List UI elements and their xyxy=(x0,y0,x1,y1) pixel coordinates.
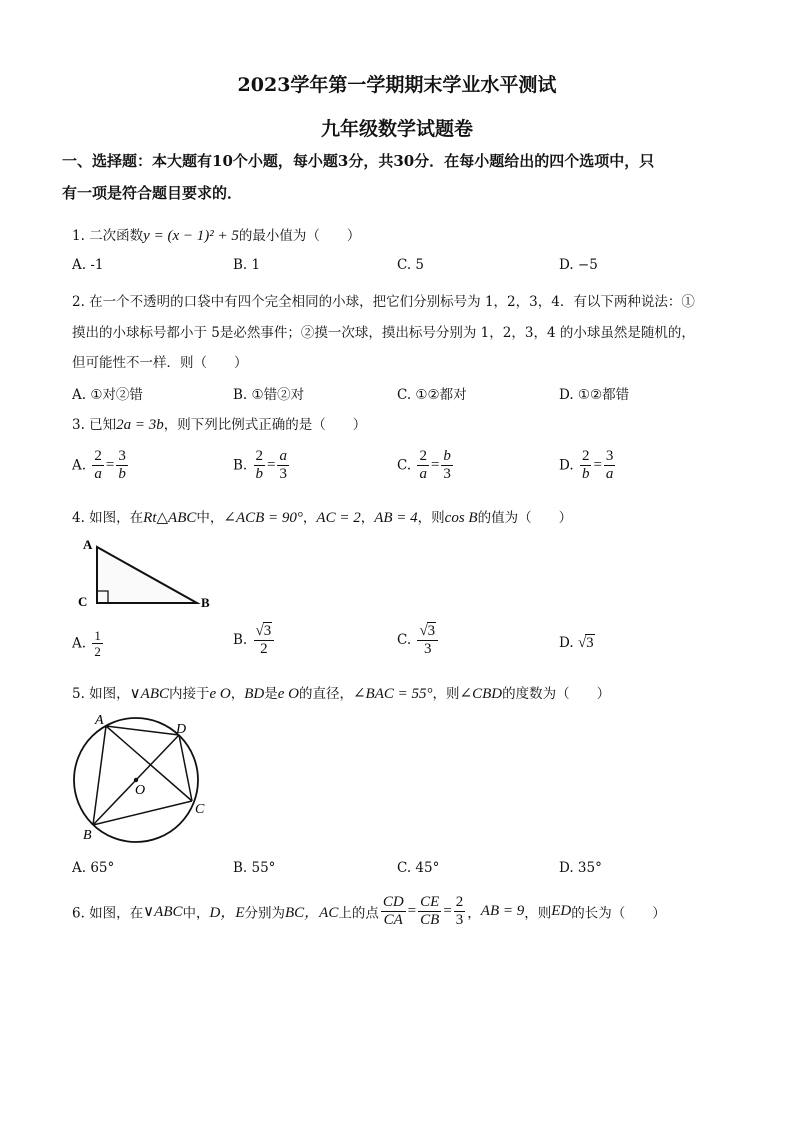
q1-suffix: 的最小值为（ ） xyxy=(238,228,361,244)
q6-text-d: 上的点 xyxy=(338,905,379,922)
q3-c-right: $\frac{b}{3}$ xyxy=(443,448,451,482)
exam-title: 2023学年第一学期期末学业水平测试 xyxy=(237,74,557,96)
q4-a-frac: $\frac{1}{2}$ xyxy=(94,628,101,659)
q4-text-a: 4. 如图，在 xyxy=(72,510,144,526)
q4-c-frac: $\frac{√3}{3}$ xyxy=(417,622,438,658)
q1-option-c: C. 5 xyxy=(397,257,425,273)
q5-text-b: 内接于 xyxy=(168,686,210,702)
q5-triangle: ∨ABC xyxy=(129,686,169,702)
q4-label-c: C xyxy=(78,594,88,609)
q3-c-label: C. xyxy=(397,457,412,474)
q6-sep: ， xyxy=(467,905,481,922)
q4-ab: AB = 4 xyxy=(374,510,418,526)
q3-b-right: $\frac{a}{3}$ xyxy=(279,448,287,482)
q2-option-c: C. ①②都对 xyxy=(397,387,467,403)
q5-segment-ab xyxy=(93,726,106,825)
q5-segment-bc xyxy=(93,801,192,825)
q4-option-b xyxy=(233,622,276,658)
q6-text-a: 6. 如图，在 xyxy=(72,905,144,922)
q3-option-b: B. $\frac{2}{b}$ = $\frac{a}{3}$ xyxy=(233,448,287,482)
q5-bd: BD xyxy=(244,686,265,702)
question-2-line3: 但可能性不一样．则（ ） xyxy=(72,355,248,371)
q4-label-b: B xyxy=(201,595,210,610)
q5-option-c: C. 45° xyxy=(397,860,440,876)
q4-option-c xyxy=(397,622,440,658)
q5-label-b: B xyxy=(83,828,92,843)
section-heading-line1: 一、选择题：本大题有10个小题，每小题3分，共30分．在每小题给出的四个选项中，只 xyxy=(62,152,655,170)
q2-option-d: D. ①②都错 xyxy=(559,387,630,403)
q3-prefix: 3. 已知 xyxy=(72,417,117,433)
q4-text-c: ，则 xyxy=(417,510,445,526)
q5-angle: ∠BAC = 55° xyxy=(352,686,433,702)
q5-text-d: 的直径， xyxy=(298,686,353,702)
q4-ac: AC = 2 xyxy=(316,510,361,526)
q3-d-left: $\frac{2}{b}$ xyxy=(581,448,590,482)
question-5 xyxy=(72,682,610,703)
q3-option-a: A. $\frac{2}{a}$ = $\frac{3}{b}$ xyxy=(72,448,126,482)
question-4 xyxy=(72,506,572,527)
q5-label-c: C xyxy=(195,802,205,817)
q3-b-left: $\frac{2}{b}$ xyxy=(255,448,264,482)
q4-option-d xyxy=(559,634,595,652)
q5-label-d: D xyxy=(176,722,187,737)
q1-option-a: A. -1 xyxy=(72,257,104,273)
question-2-line1: 2. 在一个不透明的口袋中有四个完全相同的小球，把它们分别标号为 1，2，3，4．有以下两种说法：① xyxy=(72,294,695,310)
q1-function: y = (x − 1)² + 5 xyxy=(143,228,239,244)
q6-ab: AB = 9 xyxy=(480,903,525,919)
q6-eq-1: = xyxy=(407,903,417,919)
q1-prefix: 1. 二次函数 xyxy=(72,228,144,244)
q5-text-f: 的度数为（ ） xyxy=(502,686,611,702)
q4-c-label: C. xyxy=(397,632,412,648)
q4-d-label: D. xyxy=(559,635,574,651)
q6-text-c: 分别为 xyxy=(244,905,285,922)
q3-a-right: $\frac{3}{b}$ xyxy=(118,448,126,482)
q6-bc-ac: BC，AC xyxy=(284,905,339,921)
q2-option-a: A. ①对②错 xyxy=(72,387,143,403)
q5-label-o: O xyxy=(135,783,146,798)
q6-de: D，E xyxy=(209,905,245,921)
q6-frac-cd-ca: $\frac{CD}{CA}$ xyxy=(382,894,404,928)
q5-option-b: B. 55° xyxy=(233,860,276,876)
q3-d-right: $\frac{3}{a}$ xyxy=(605,448,614,482)
q4-sep2: ， xyxy=(360,510,375,526)
q3-c-left: $\frac{2}{a}$ xyxy=(419,448,427,482)
q5-option-d: D. 35° xyxy=(559,860,602,876)
question-2-line2: 摸出的小球标号都小于 5是必然事件；②摸一次球，摸出标号分别为 1，2，3，4 的小球虽然是随机的， xyxy=(72,325,695,341)
q5-circle-2: e O xyxy=(277,686,299,702)
q6-text-b: 中， xyxy=(182,905,210,922)
q5-circle-figure xyxy=(66,710,216,845)
q1-option-b: B. 1 xyxy=(233,257,261,273)
section-heading-line2: 有一项是符合题目要求的． xyxy=(62,184,243,202)
question-6 xyxy=(72,894,666,929)
q2-option-b: B. ①错②对 xyxy=(233,387,305,403)
q6-frac-ce-cb: $\frac{CE}{CB}$ xyxy=(420,894,440,928)
q5-circle-1: e O xyxy=(209,686,231,702)
q3-option-c: C. $\frac{2}{a}$ = $\frac{b}{3}$ xyxy=(397,448,451,482)
q3-option-d: D. $\frac{2}{b}$ = $\frac{3}{a}$ xyxy=(559,448,614,482)
q4-text-d: 的值为（ ） xyxy=(477,510,573,526)
q5-text-c: 是 xyxy=(264,686,278,702)
q4-cos: cos B xyxy=(444,510,478,526)
question-1 xyxy=(72,224,360,245)
q3-condition: 2a = 3b xyxy=(116,417,164,433)
q5-ask: ∠CBD xyxy=(459,686,503,702)
question-3 xyxy=(72,413,366,434)
q4-triangle: Rt△ABC xyxy=(143,510,197,526)
q4-angle: ∠ACB = 90° xyxy=(223,510,303,526)
q5-center-dot xyxy=(134,778,138,782)
q4-a-label: A. xyxy=(72,635,87,652)
q4-text-b: 中， xyxy=(196,510,224,526)
q5-option-a: A. 65° xyxy=(72,860,115,876)
q3-suffix: ，则下列比例式正确的是（ ） xyxy=(163,417,367,433)
q4-label-a: A xyxy=(83,537,93,552)
q5-text-e: ，则 xyxy=(432,686,460,702)
q4-option-a xyxy=(72,628,105,659)
q1-option-d: D. −5 xyxy=(559,257,598,273)
q6-text-e: ，则 xyxy=(524,905,552,922)
q4-d-sqrt: √3 xyxy=(577,635,594,651)
q5-label-a: A xyxy=(95,713,104,728)
q5-text-a: 5. 如图， xyxy=(72,686,130,702)
q6-frac-2-3: $\frac{2}{3}$ xyxy=(455,894,464,928)
q4-b-frac: $\frac{√3}{2}$ xyxy=(254,622,275,658)
q6-triangle: ∨ABC xyxy=(143,904,183,920)
q4-triangle-shape xyxy=(97,547,197,603)
q6-eq-2: = xyxy=(443,903,452,919)
q4-b-label: B. xyxy=(233,632,248,648)
q4-triangle-figure xyxy=(70,533,220,613)
q3-b-label: B. xyxy=(233,457,248,474)
exam-subtitle: 九年级数学试题卷 xyxy=(320,118,473,140)
q6-ed: ED xyxy=(551,903,572,919)
q3-a-left: $\frac{2}{a}$ xyxy=(94,448,102,482)
q4-sep1: ， xyxy=(302,510,317,526)
q5-sep1: ， xyxy=(230,686,245,702)
q3-d-label: D. xyxy=(559,457,574,474)
q6-text-f: 的长为（ ） xyxy=(571,905,666,922)
q3-a-label: A. xyxy=(72,457,87,474)
